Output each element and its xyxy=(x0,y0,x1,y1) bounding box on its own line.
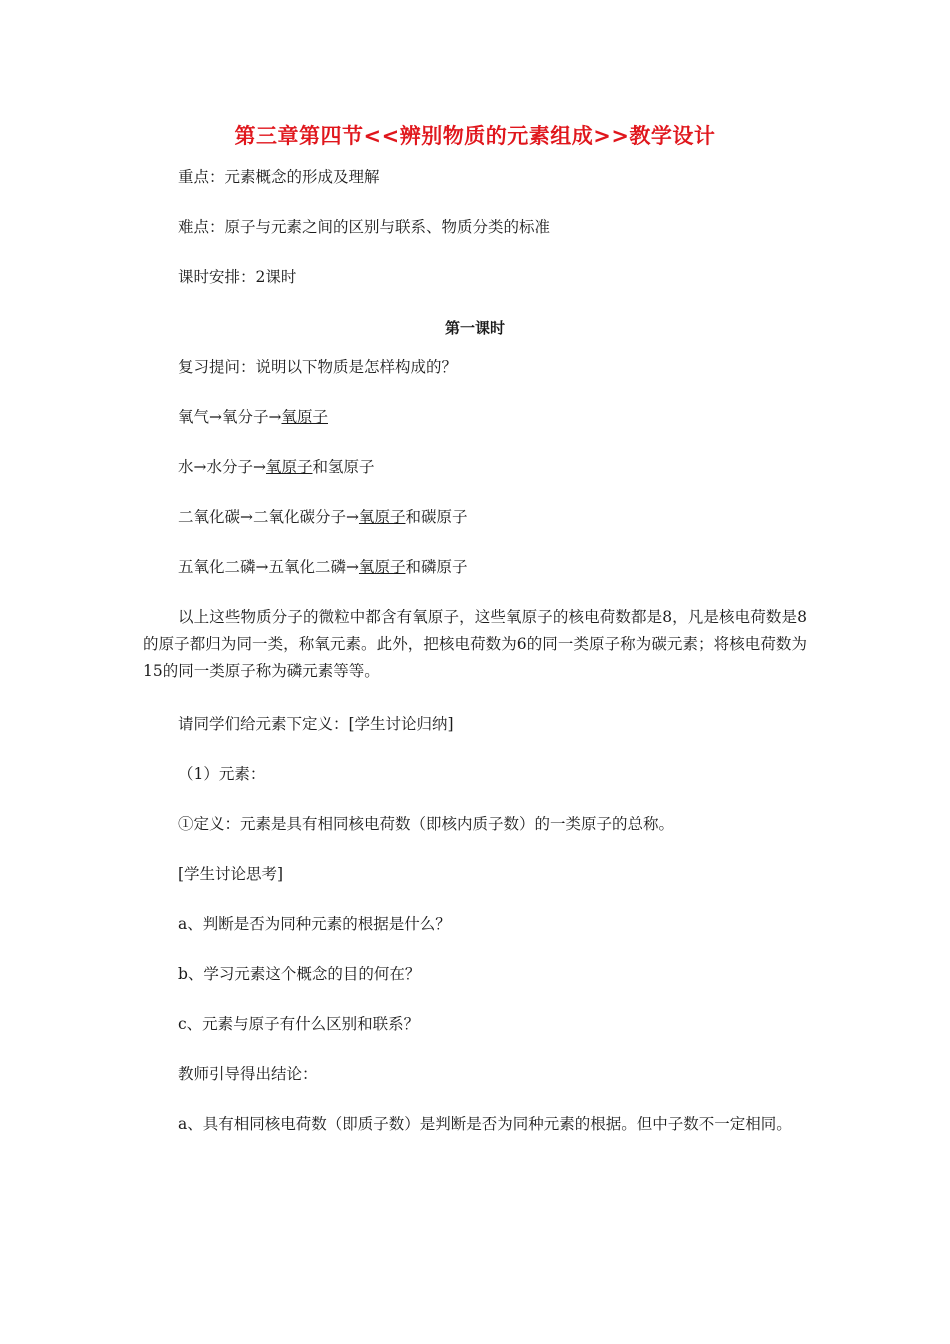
review-question: 复习提问：说明以下物质是怎样构成的？ xyxy=(178,358,458,376)
element-definition: ①定义：元素是具有相同核电荷数（即核内质子数）的一类原子的总称。 xyxy=(178,815,675,833)
chain-phosphorus-pentoxide xyxy=(178,557,468,577)
question-b: b、学习元素这个概念的目的何在？ xyxy=(178,965,421,983)
document-title: 第三章第四节<<辨别物质的元素组成>>教学设计 xyxy=(234,124,716,148)
schedule: 课时安排：2课时 xyxy=(178,268,297,286)
chain-underlined: 氧原子 xyxy=(281,408,328,426)
answer-a-paragraph: a、具有相同核电荷数（即质子数）是判断是否为同种元素的根据。但中子数不一定相同。 xyxy=(178,1115,792,1133)
chain-pre: 氧气→氧分子→ xyxy=(178,408,282,426)
teacher-conclusion: 教师引导得出结论： xyxy=(178,1065,318,1083)
question-a: a、判断是否为同种元素的根据是什么？ xyxy=(178,915,451,933)
chain-pre: 二氧化碳→二氧化碳分子→ xyxy=(178,508,359,526)
chain-underlined: 氧原子 xyxy=(358,558,406,576)
discussion-tag: [学生讨论思考] xyxy=(178,865,284,883)
chain-pre: 五氧化二磷→五氧化二磷→ xyxy=(178,558,359,576)
chain-underlined: 氧原子 xyxy=(358,508,406,526)
chain-underlined: 氧原子 xyxy=(265,458,313,476)
define-prompt: 请同学们给元素下定义：[学生讨论归纳] xyxy=(178,715,454,733)
explanation-paragraph: 以上这些物质分子的微粒中都含有氧原子，这些氧原子的核电荷数都是8，凡是核电荷数是8的原子都归为同一类，称氧元素。此外，把核电荷数为6的同一类原子称为碳元素；将核电荷数为15的同一类原子称为磷元素等等。 xyxy=(143,608,807,680)
element-heading: （1）元素： xyxy=(178,765,266,783)
chain-carbon-dioxide xyxy=(178,507,468,527)
chain-post: 和碳原子 xyxy=(405,508,468,526)
lesson-heading: 第一课时 xyxy=(444,319,505,337)
question-c: c、元素与原子有什么区别和联系？ xyxy=(178,1015,420,1033)
key-point: 重点：元素概念的形成及理解 xyxy=(178,168,380,186)
chain-post: 和磷原子 xyxy=(405,558,468,576)
chain-water xyxy=(178,457,375,477)
chain-pre: 水→水分子→ xyxy=(178,458,266,476)
chain-oxygen xyxy=(178,407,328,427)
chain-post: 和氢原子 xyxy=(312,458,375,476)
difficulty: 难点：原子与元素之间的区别与联系、物质分类的标准 xyxy=(178,218,551,236)
